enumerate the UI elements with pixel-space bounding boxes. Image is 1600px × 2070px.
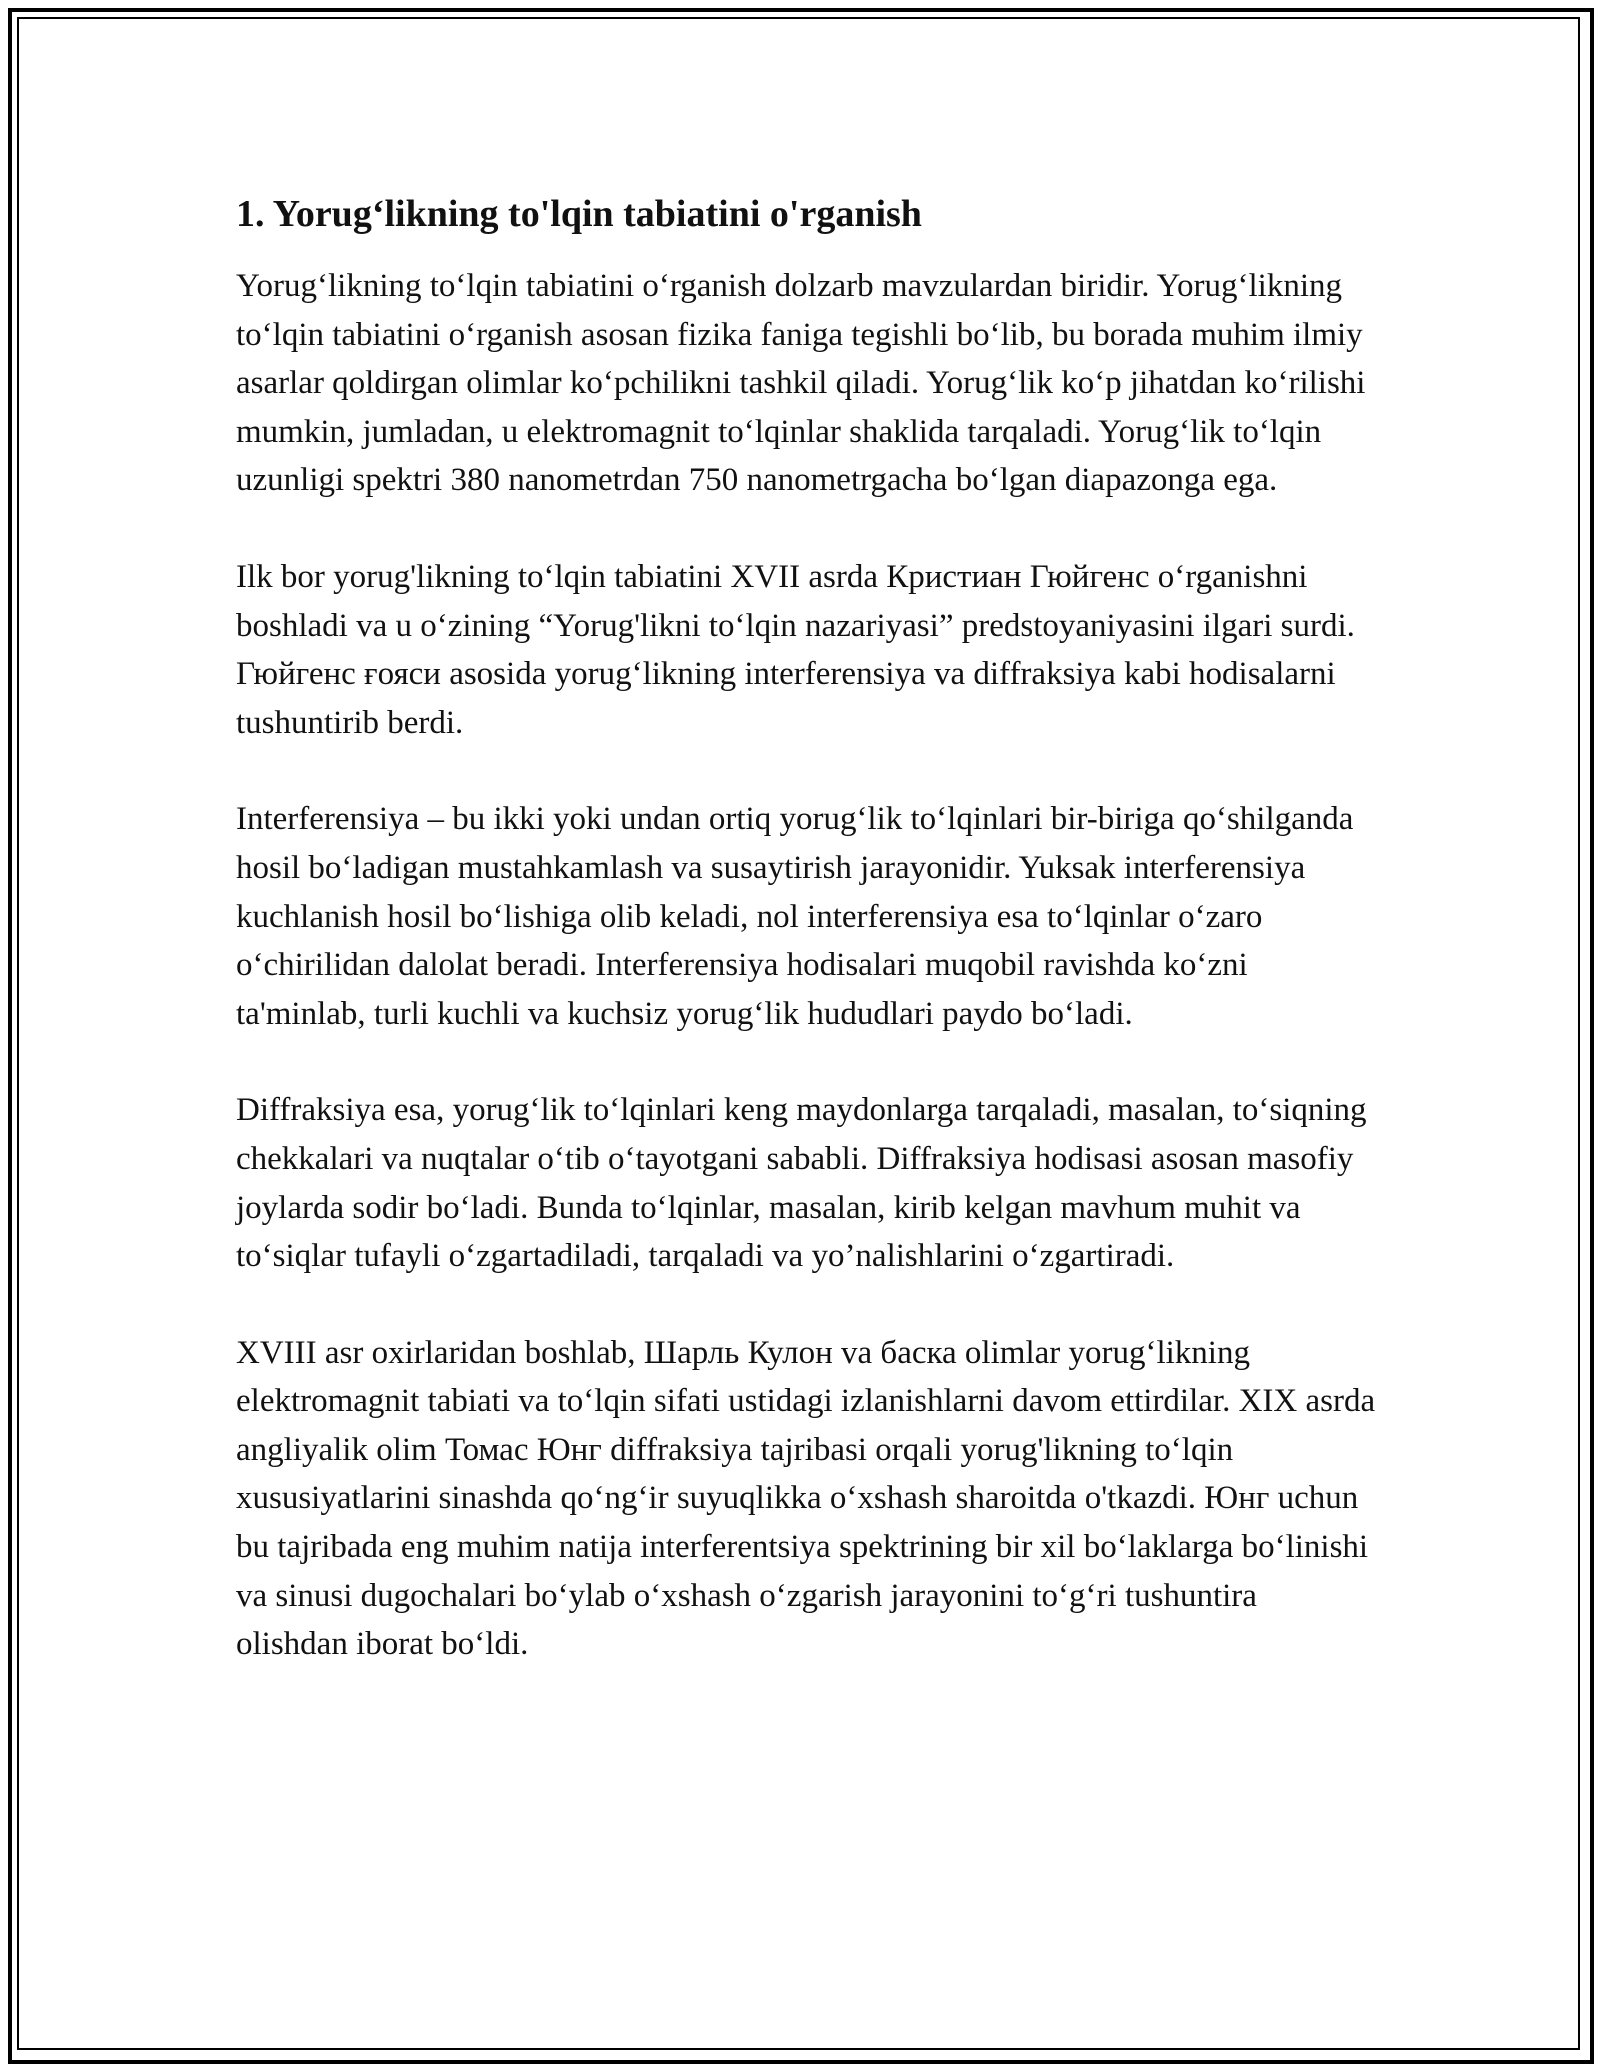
section-heading: 1. Yorug‘likning to'lqin tabiatini o'rganish: [236, 193, 922, 235]
paragraph-diffraction: Diffraksiya esa, yorug‘lik to‘lqinlari keng maydonlarga tarqaladi, masalan, to‘siqning chekkalari va nuqtalar o‘tib o‘tayotgani sababli. Diffraksiya hodisasi asosan masofiy joylarda sodir bo‘ladi. Bunda to‘lqinlar, masalan, kirib kelgan mavhum muhit va to‘siqlar tufayli o‘zgartadiladi, tarqaladi va yo’nalishlarini o‘zgartiradi.: [236, 1092, 1367, 1275]
paragraph-intro: Yorug‘likning to‘lqin tabiatini o‘rganish dolzarb mavzulardan biridir. Yorug‘likning to‘lqin tabiatini o‘rganish asosan fizika faniga tegishli bo‘lib, bu borada muhim ilmiy asarlar qoldirgan olimlar ko‘pchilikni tashkil qiladi. Yorug‘lik ko‘p jihatdan ko‘rilishi mumkin, jumladan, u elektromagnit to‘lqinlar shaklida tarqaladi. Yorug‘lik to‘lqin uzunligi spektri 380 nanometrdan 750 nanometrgacha bo‘lgan diapazonga ega.: [236, 268, 1366, 499]
paragraph-huygens: Ilk bor yorug'likning to‘lqin tabiatini XVII asrda Кристиан Гюйгенс o‘rganishni boshladi va u o‘zining “Yorug'likni to‘lqin nazariyasi” predstoyaniyasini ilgari surdi. Гюйгенс ғояси asosida yorug‘likning interferensiya va diffraksiya kabi hodisalarni tushuntirib berdi.: [236, 558, 1355, 741]
paragraph-interference: Interferensiya – bu ikki yoki undan ortiq yorug‘lik to‘lqinlari bir-biriga qo‘shilganda hosil bo‘ladigan mustahkamlash va susaytirish jarayonidir. Yuksak interferensiya kuchlanish hosil bo‘lishiga olib keladi, nol interferensiya esa to‘lqinlar o‘zaro o‘chirilidan dalolat beradi. Interferensiya hodisalari muqobil ravishda ko‘zni ta'minlab, turli kuchli va kuchsiz yorug‘lik hududlari paydo bo‘ladi.: [236, 801, 1354, 1032]
document-body: [236, 190, 1376, 1717]
paragraph-history: XVIII asr oxirlaridan boshlab, Шарль Кулон va баска olimlar yorug‘likning elektromagnit tabiati va to‘lqin sifati ustidagi izlanishlarni davom ettirdilar. XIX asrda angliyalik olim Томас Юнг diffraksiya tajribasi orqali yorug'likning to‘lqin xususiyatlarini sinashda qo‘ng‘ir suyuqlikka o‘xshash sharoitda o'tkazdi. Юнг uchun bu tajribada eng muhim natija interferentsiya spektrining bir xil bo‘laklarga bo‘linishi va sinusi dugochalari bo‘ylab o‘xshash o‘zgarish jarayonini to‘g‘ri tushuntira olishdan iborat bo‘ldi.: [236, 1334, 1376, 1663]
